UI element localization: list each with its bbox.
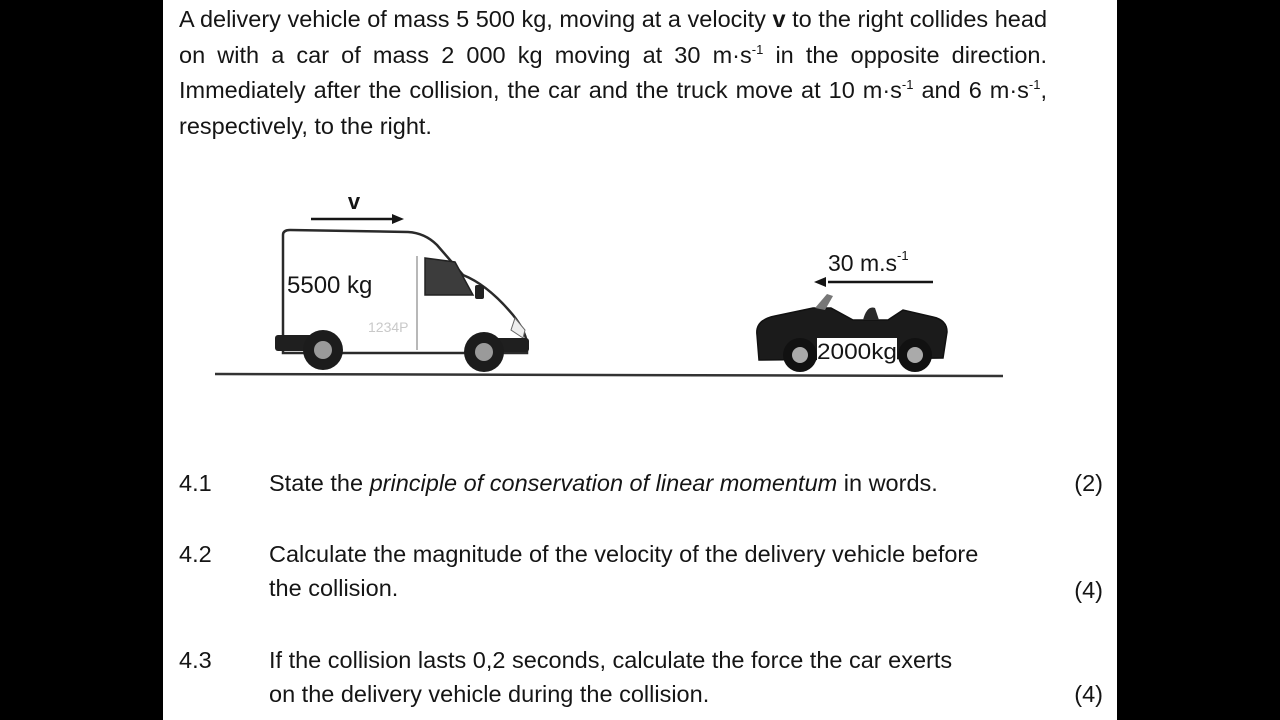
road-line	[215, 374, 1003, 376]
question-number: 4.2	[179, 541, 212, 567]
question-number: 4.1	[179, 470, 212, 496]
principle-term: principle of conservation of linear momentum	[369, 470, 838, 496]
arrow-head-right-icon	[392, 214, 404, 224]
van-velocity-label: v	[347, 189, 361, 214]
unit-exponent: -1	[897, 248, 909, 263]
unit-exponent: -1	[1028, 77, 1041, 92]
question-marks: (4)	[1074, 681, 1103, 707]
exam-page	[163, 0, 1117, 720]
intro-part-3: in the opposite direction. Immediately after the collision, the car and the truck move at 10 m·s	[179, 41, 1047, 103]
question-text: If the collision lasts 0,2 seconds, calculate the force the car exerts on the delivery vehicle during the collision.	[269, 647, 953, 707]
question-marks: (2)	[1074, 470, 1103, 496]
problem-statement	[179, 2, 1047, 144]
question-text: Calculate the magnitude of the velocity of the delivery vehicle before the collision.	[269, 541, 979, 601]
car-velocity-label: 30 m.s	[828, 250, 898, 276]
question-number: 4.3	[179, 647, 212, 673]
intro-part-4: and 6 m·s	[921, 77, 1029, 103]
question-text: State the principle of conservation of linear momentum in words.	[269, 470, 938, 496]
delivery-van	[275, 230, 529, 372]
van-mirror	[475, 285, 484, 299]
sports-car	[757, 294, 947, 372]
collision-diagram	[163, 180, 1117, 420]
svg-text:30 m.s-1	[828, 248, 909, 276]
velocity-symbol: v	[772, 6, 786, 32]
van-mass-label: 5500 kg	[287, 272, 373, 299]
intro-part-5: , respectively, to the right.	[179, 77, 1047, 139]
question-marks: (4)	[1074, 577, 1103, 603]
van-plate-text: 1234P	[368, 319, 409, 335]
unit-exponent: -1	[751, 41, 764, 57]
car-mass-label: 2000kg	[817, 339, 897, 364]
intro-part-2: to the right collides head on with a car of mass 2 000 kg moving at 30 m·s	[179, 6, 1048, 68]
intro-part-1: A delivery vehicle of mass 5 500 kg, moving at a velocity	[179, 6, 766, 32]
arrow-head-left-icon	[814, 277, 826, 287]
unit-exponent: -1	[901, 77, 914, 92]
